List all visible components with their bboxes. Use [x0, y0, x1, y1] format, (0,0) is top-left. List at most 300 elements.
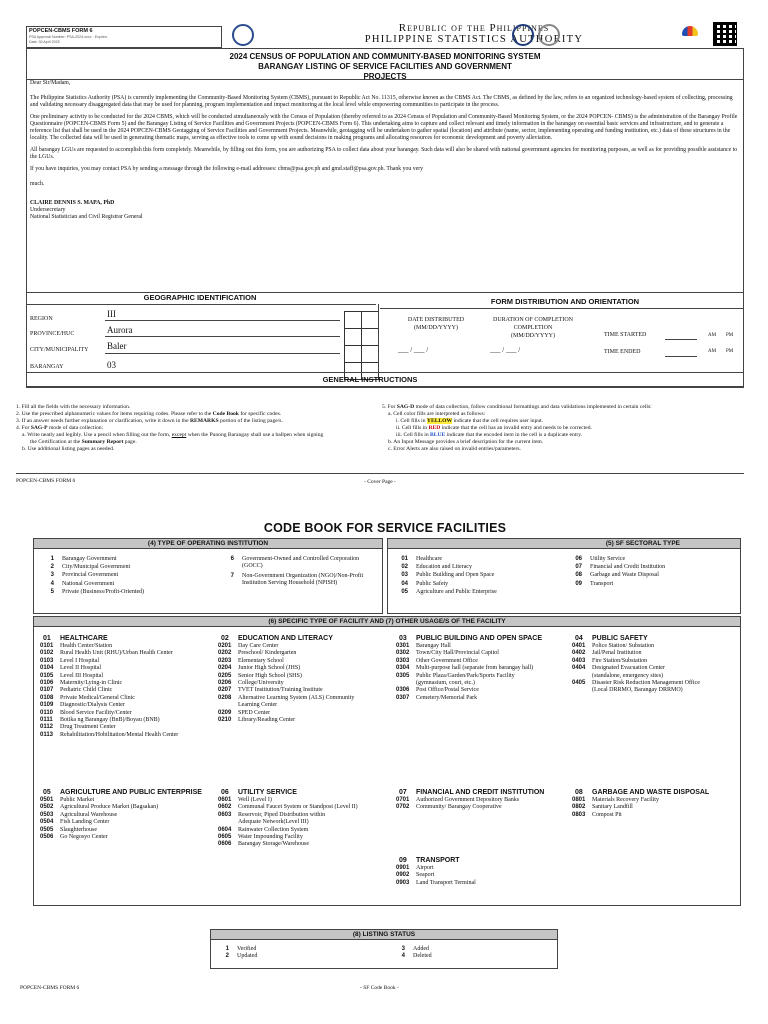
city-code-box[interactable] — [361, 345, 379, 363]
operating-institution-box — [33, 538, 383, 614]
code-label: TVET Institution/Training Institute — [238, 687, 323, 694]
barangay-value[interactable]: 03 — [107, 360, 116, 370]
code-row — [394, 581, 497, 588]
code-label: City/Municipal Government — [62, 564, 131, 571]
facility-group-code: 06 — [221, 789, 229, 796]
facility-group — [396, 789, 568, 812]
instruction-5-text: 5. For — [382, 404, 397, 410]
code-label: Healthcare — [416, 556, 442, 562]
sectoral-type-box — [387, 538, 741, 614]
code-label: Elementary School — [238, 657, 284, 664]
code-number: 0902 — [396, 872, 410, 879]
code-number: 2 — [225, 953, 229, 960]
instruction-5b: b. An Input Message provides a brief description for the current item. — [388, 439, 544, 445]
code-label: Fire Station/Substation — [592, 657, 648, 664]
code-number: 0302 — [396, 650, 410, 657]
code-label: Designated Evacuation Center — [592, 665, 665, 672]
code-row — [394, 572, 497, 579]
province-label: PROVINCE/HUC — [30, 331, 75, 337]
code-number: 0105 — [40, 672, 54, 679]
geo-section-title: GEOGRAPHIC IDENTIFICATION — [143, 293, 257, 302]
blue-highlight: BLUE — [430, 432, 446, 438]
facility-group-code: 02 — [221, 635, 229, 642]
code-label: Rehabilitation/Hobilitation/Mental Health Center — [60, 731, 179, 738]
code-label: Level III Hospital — [60, 672, 103, 679]
time-ended-am[interactable]: AM — [708, 349, 717, 354]
code-row — [218, 841, 390, 848]
code-number: 02 — [401, 564, 408, 571]
code-label: Rainwater Collection System — [238, 826, 309, 833]
date-completion-field[interactable]: ___ / ___ / — [490, 346, 521, 354]
code-row — [572, 650, 744, 657]
date-distributed-text: DATE DISTRIBUTED — [407, 317, 465, 323]
code-label: Public Building and Open Space — [416, 572, 495, 579]
region-underline — [105, 320, 340, 321]
listing-status-title: (8) LISTING STATUS — [211, 930, 557, 940]
title-divider — [26, 48, 744, 49]
cbms-seal-icon — [512, 24, 534, 46]
code-row — [40, 827, 212, 834]
code-number: 0108 — [40, 694, 54, 701]
geo-dist-separator — [378, 304, 379, 372]
instruction-4a — [16, 432, 376, 439]
instruction-4-text: 4. For — [16, 425, 31, 431]
facility-group-heading — [396, 857, 568, 864]
facility-group-name: GARBAGE AND WASTE DISPOSAL — [592, 789, 710, 796]
province-code-box[interactable] — [361, 328, 379, 346]
facility-group-heading — [572, 635, 744, 642]
code-row — [396, 650, 568, 657]
code-label: Level II Hospital — [60, 665, 101, 672]
instruction-5a-ii-end: indicate that the cell has an invalid entry and needs to be corrected. — [440, 425, 592, 431]
survey-title — [200, 52, 570, 82]
code-label: Fish Landing Center — [60, 819, 110, 826]
code-label: SPED Center — [238, 709, 271, 716]
listing-status-box — [210, 929, 558, 969]
province-code-box[interactable] — [344, 328, 362, 346]
code-number: 0202 — [218, 650, 232, 657]
facility-group-heading — [396, 789, 568, 796]
agency-name: PHILIPPINE STATISTICS AUTHORITY — [364, 34, 584, 45]
code-number: 0606 — [218, 841, 232, 848]
code-label: Reservoir, Piped Distribution within — [238, 811, 326, 818]
operating-list-1 — [40, 556, 144, 597]
code-number: 2 — [50, 564, 54, 571]
title-line-3: PROJECTS — [363, 72, 407, 81]
code-number: 5 — [50, 588, 54, 595]
facility-group — [572, 789, 744, 819]
instruction-3-bold: REMARKS — [189, 418, 219, 424]
code-number: 0204 — [218, 665, 232, 672]
code-label: Private (Business/Profit-Oriented) — [62, 588, 145, 595]
code-label: Water Impounding Facility — [238, 834, 303, 841]
code-number: 0201 — [218, 643, 232, 649]
code-label: Education and Literacy — [416, 564, 472, 571]
instruction-5-bold: SAG-D — [396, 404, 415, 410]
code-label: Agriculture and Public Enterprise — [416, 588, 497, 595]
title-line-2: BARANGAY LISTING OF SERVICE FACILITIES AND GOVERNMENT — [258, 62, 512, 71]
region-label: REGION — [30, 316, 53, 322]
sectoral-list-1 — [394, 556, 497, 597]
completion-text: COMPLETION — [513, 325, 553, 331]
slash: / — [518, 346, 521, 354]
code-row — [40, 564, 144, 571]
code-number: 0802 — [572, 804, 586, 811]
distribution-section-title: FORM DISTRIBUTION AND ORIENTATION — [490, 297, 640, 306]
code-label: Pediatric Child Clinic — [60, 687, 113, 694]
time-ended-field[interactable] — [665, 347, 697, 357]
code-number: 0304 — [396, 665, 410, 672]
time-started-field[interactable] — [665, 330, 697, 340]
facility-group-name: AGRICULTURE AND PUBLIC ENTERPRISE — [60, 789, 202, 796]
code-row — [40, 687, 212, 694]
code-label: Day Care Center — [238, 643, 279, 649]
code-number: 0602 — [218, 804, 232, 811]
code-row — [215, 953, 257, 960]
slash: / — [426, 346, 429, 354]
code-label: Financial and Credit Institution — [590, 564, 666, 571]
facility-group — [218, 789, 390, 849]
code-row — [40, 732, 212, 739]
code-label: Library/Reading Center — [238, 717, 296, 724]
code-row — [40, 665, 212, 672]
form-note-2: Date: 30 April 2025 — [29, 39, 60, 44]
code-row — [396, 673, 568, 680]
code-number: 0307 — [396, 694, 410, 701]
code-label: Senior High School (SHS) — [238, 672, 302, 679]
code-label: Town/City Hall/Provincial Capitol — [416, 650, 499, 657]
red-highlight: RED — [428, 425, 441, 431]
code-number: 0506 — [40, 834, 54, 841]
code-label: Drug Treatment Center — [60, 724, 116, 731]
code-number: 0604 — [218, 826, 232, 833]
code-label: Public Safety — [416, 580, 449, 587]
code-label: Post Office/Postal Service — [416, 687, 479, 694]
code-row — [218, 665, 390, 672]
time-ended-pm[interactable]: PM — [726, 349, 734, 354]
instruction-5c: c. Error Alerts are also raised on invalid entries/parameters. — [388, 446, 521, 452]
code-label: Other Government Office — [416, 657, 478, 664]
code-row — [568, 556, 665, 563]
code-label-cont: (Local DRRMO, Barangay DRRMO) — [592, 687, 683, 694]
code-row — [40, 680, 212, 687]
instruction-5a: a. Cell color fills are interpreted as follows: — [388, 411, 486, 417]
specific-type-title: (6) SPECIFIC TYPE OF FACILITY AND (7) OTHER USAGE/S OF THE FACILITY — [34, 617, 740, 627]
facility-group-name: TRANSPORT — [416, 857, 460, 864]
code-row — [40, 834, 212, 841]
code-row — [572, 804, 744, 811]
code-label: Level I Hospital — [60, 657, 99, 664]
code-number: 0203 — [218, 657, 232, 664]
codebook-title: CODE BOOK FOR SERVICE FACILITIES — [263, 521, 507, 535]
code-row — [218, 673, 390, 680]
facility-group — [218, 635, 390, 724]
duration-label-text: DURATION OF COMPLETION — [492, 317, 573, 323]
code-number: 0101 — [40, 643, 54, 649]
letter-paragraph-2: One preliminary activity to be conducted for the 2024 CBMS, which will be conducted simultaneously with the Census of Population (thereby referred to as 2024 Census of Population and Community-Based Monitoring System, or the 2024 POPCEN- CBMS) is the administration of the Barangay Profile Questionnaire (POPCEN-CBMS Form 5) and the Barangay Listing of Service Facilities and Government Projects (POPCEN-CBMS Form 6). This undertaking aims to capture and collect relevant and timely information in the barangay on essential basic services and infrastructure, and to generate a reference list that shall be used in the 2024 POPCEN-CBMS Geotagging of Service Facilities and Government Projects. Meanwhile, geotagging will be undertaken to gather spatial (location) and attribute (name, sector, implementing operating and funding institution, etc.) data of these structures in the locality. The collected data will be used in generating thematic maps, serving as effective tools to come up with sound decisions in making programs and allocating resources for economic development and poverty alleviation. — [30, 114, 738, 141]
code-number: 0110 — [40, 709, 54, 716]
listing-list-2 — [391, 946, 432, 961]
instruction-4-bold: SAG-P — [30, 425, 48, 431]
code-number: 0702 — [396, 804, 410, 811]
time-started-pm[interactable]: PM — [726, 333, 734, 338]
instruction-4a-underline: except — [171, 432, 187, 438]
code-number: 0109 — [40, 702, 54, 709]
signatory-name: CLAIRE DENNIS S. MAPA, PhD — [30, 200, 115, 206]
province-value[interactable]: Aurora — [107, 325, 133, 335]
code-row — [40, 658, 212, 665]
code-number: 0305 — [396, 672, 410, 679]
code-row — [40, 673, 212, 680]
code-number: 03 — [401, 572, 408, 579]
facility-group-code: 07 — [399, 789, 407, 796]
code-number: 04 — [401, 580, 408, 587]
code-row — [396, 804, 568, 811]
code-number: 0403 — [572, 657, 586, 664]
code-label: Maternity/Lying-in Clinic — [60, 680, 123, 687]
operating-institution-title: (4) TYPE OF OPERATING INSTITUTION — [34, 539, 382, 549]
instruction-4a-cont — [16, 439, 376, 446]
facility-group-heading — [40, 635, 212, 642]
instruction-3 — [16, 418, 376, 425]
code-label: Seaport — [416, 872, 435, 879]
code-number: 0107 — [40, 687, 54, 694]
operating-list-2 — [220, 556, 363, 590]
code-label: Barangay Government — [62, 556, 117, 562]
code-row — [40, 702, 212, 709]
code-label: Deleted — [413, 953, 432, 960]
code-label: Alternative Learning System (ALS) Community — [238, 694, 355, 701]
facility-group-heading — [40, 789, 212, 796]
facility-group-heading — [572, 789, 744, 796]
code-label: Added — [413, 946, 429, 952]
code-label: College/University — [238, 680, 284, 687]
code-row — [218, 650, 390, 657]
code-number: 0401 — [572, 643, 586, 649]
instruction-2 — [16, 411, 376, 418]
code-row — [396, 687, 568, 694]
code-label: Sanitary Landfill — [592, 804, 633, 811]
code-label: Utility Service — [590, 556, 626, 562]
code-number: 0103 — [40, 657, 54, 664]
code-row — [572, 658, 744, 665]
geo-code-boxes — [344, 311, 382, 377]
facility-group-heading — [396, 635, 568, 642]
code-row — [218, 717, 390, 724]
code-label: Provincial Government — [62, 572, 119, 579]
code-row — [568, 581, 665, 588]
code-number: 4 — [50, 580, 54, 587]
code-number: 1 — [50, 556, 54, 562]
facility-group-name: FINANCIAL AND CREDIT INSTITUTION — [416, 789, 545, 796]
code-label: Garbage and Waste Disposal — [590, 572, 659, 579]
code-number: 3 — [50, 572, 54, 579]
code-row — [396, 872, 568, 879]
date-distributed-label — [398, 316, 474, 332]
code-row-wrap — [218, 695, 390, 710]
code-number: 3 — [401, 946, 405, 952]
time-ended-label: TIME ENDED — [604, 349, 641, 355]
code-label: Police Station/ Substation — [592, 643, 655, 649]
code-row — [568, 572, 665, 579]
code-row — [396, 865, 568, 872]
code-row-wrap — [572, 680, 744, 695]
city-value[interactable]: Baler — [107, 341, 127, 351]
date-distributed-field[interactable]: ___ / ___ / — [398, 346, 429, 354]
instruction-5a-i-end: indicate that the cell requires user input. — [452, 418, 544, 424]
signatory-title-1: Undersecretary — [30, 207, 66, 213]
code-label: Private Medical/General Clinic — [60, 694, 135, 701]
census-seal-icon — [538, 24, 560, 46]
code-label: Agricultural Warehouse — [60, 811, 118, 818]
cover-bottom-rule — [16, 473, 744, 474]
time-started-am[interactable]: AM — [708, 333, 717, 338]
code-number: 0113 — [40, 731, 54, 738]
code-row — [218, 710, 390, 717]
code-label: Multi-purpose hall (separate from barangay hall) — [416, 665, 534, 672]
code-number: 0701 — [396, 797, 410, 803]
code-footer-left: POPCEN-CBMS FORM 6 — [20, 985, 80, 991]
code-label: Agricultural Produce Market (Bagsakan) — [60, 804, 159, 811]
code-number: 0209 — [218, 709, 232, 716]
instruction-4 — [16, 425, 376, 432]
code-row — [215, 946, 257, 953]
code-number: 0603 — [218, 811, 232, 818]
code-number: 0505 — [40, 826, 54, 833]
instruction-4-end: mode of data collection: — [47, 425, 104, 431]
code-row-wrap — [220, 556, 363, 571]
instructions-title: GENERAL INSTRUCTIONS — [322, 375, 418, 384]
code-label: Rural Health Unit (RHU)/Urban Health Center — [60, 650, 173, 657]
region-code-box[interactable] — [344, 311, 362, 329]
code-label: Airport — [416, 865, 434, 871]
bagong-pilipinas-logo-icon — [680, 26, 700, 44]
region-value[interactable]: III — [107, 309, 116, 319]
code-number: 0205 — [218, 672, 232, 679]
code-row — [40, 724, 212, 731]
instruction-5a-iii — [382, 432, 742, 439]
qr-code-icon — [713, 22, 737, 46]
barangay-label: BARANGAY — [30, 364, 64, 370]
code-label: Junior High School (JHS) — [238, 665, 301, 672]
code-number: 08 — [575, 572, 582, 579]
code-row — [218, 827, 390, 834]
instruction-1: 1. Fill all the fields with the necessary information. — [16, 404, 131, 410]
code-label: Barangay Hall — [416, 643, 451, 649]
code-number: 0601 — [218, 797, 232, 803]
city-code-box[interactable] — [344, 345, 362, 363]
code-number: 0501 — [40, 797, 54, 803]
facility-group-code: 08 — [575, 789, 583, 796]
code-row — [218, 643, 390, 650]
code-row — [40, 710, 212, 717]
code-row — [40, 581, 144, 588]
facility-group — [396, 857, 568, 887]
code-row — [396, 880, 568, 887]
instruction-5 — [382, 404, 742, 411]
region-code-box[interactable] — [361, 311, 379, 329]
code-number: 0210 — [218, 717, 232, 724]
code-label-cont: Institution Serving Household (NPISH) — [242, 580, 338, 587]
code-number: 0502 — [40, 804, 54, 811]
code-number: 6 — [230, 556, 234, 562]
code-label-cont: (gymnasium, court, etc.) — [416, 680, 475, 687]
code-row-wrap — [220, 573, 363, 588]
code-label: Go Negosyo Center — [60, 834, 108, 841]
code-label: Cemetery/Memorial Park — [416, 694, 478, 701]
code-number: 0504 — [40, 819, 54, 826]
code-number: 0605 — [218, 834, 232, 841]
code-row — [40, 819, 212, 826]
code-label: National Government — [62, 580, 115, 587]
code-number: 0208 — [218, 694, 232, 701]
facility-group-name: HEALTHCARE — [60, 635, 108, 642]
code-label: Government-Owned and Controlled Corporation — [242, 556, 360, 562]
instruction-4a-end: when the Punong Barangay shall use a ballpen when signing — [186, 432, 324, 438]
code-label: Well (Level I) — [238, 797, 272, 803]
facility-group-name: PUBLIC BUILDING AND OPEN SPACE — [416, 635, 543, 642]
code-row — [572, 665, 744, 672]
facility-group-name: UTILITY SERVICE — [238, 789, 297, 796]
code-number: 09 — [575, 580, 582, 587]
code-label: Public Plaza/Garden/Park/Sports Facility — [416, 672, 515, 679]
code-number: 0111 — [40, 717, 53, 724]
code-row — [568, 564, 665, 571]
instruction-5a-iii-text: iii. Cell fills in — [396, 432, 431, 438]
code-label: Disaster Risk Reduction Management Office — [592, 680, 700, 687]
code-number: 0106 — [40, 680, 54, 687]
facility-group-code: 03 — [399, 635, 407, 642]
code-row — [40, 804, 212, 811]
instructions-left — [16, 404, 376, 453]
instruction-5a-ii — [382, 425, 742, 432]
title-line-1: 2024 CENSUS OF POPULATION AND COMMUNITY-BASED MONITORING SYSTEM — [229, 52, 541, 61]
code-label: Communal Faucet System or Standpost (Level II) — [238, 804, 358, 811]
sectoral-list-2 — [568, 556, 665, 589]
code-number: 0102 — [40, 650, 54, 657]
date-format-2-text: (MM/DD/YYYY) — [511, 333, 555, 339]
instruction-4a-cont-text: the Certification at the — [30, 439, 82, 445]
facility-group — [396, 635, 568, 702]
code-number: 0207 — [218, 687, 232, 694]
code-number: 0104 — [40, 665, 54, 672]
code-label-cont: Adequate Network(Level III) — [238, 819, 309, 826]
facility-group — [572, 635, 744, 695]
code-row-wrap — [572, 665, 744, 680]
code-row — [218, 834, 390, 841]
code-label: Slaughterhouse — [60, 826, 97, 833]
cover-footer-left: POPCEN-CBMS FORM 6 — [16, 478, 76, 484]
code-number: 05 — [401, 588, 408, 595]
code-row — [396, 797, 568, 804]
code-row — [40, 695, 212, 702]
code-row — [394, 589, 497, 596]
code-number: 07 — [575, 564, 582, 571]
code-row — [40, 650, 212, 657]
code-label: Non-Government Organization (NGO)/Non-Profit — [242, 572, 364, 579]
code-row — [40, 717, 212, 724]
province-underline — [105, 336, 340, 337]
facility-group-heading — [218, 789, 390, 796]
code-label: Authorized Government Depository Banks — [416, 797, 520, 803]
facility-group-name: EDUCATION AND LITERACY — [238, 635, 333, 642]
code-row — [572, 643, 744, 650]
code-label: Preschool/ Kindergarten — [238, 650, 297, 657]
cover-letter — [30, 80, 740, 221]
code-row — [40, 572, 144, 579]
code-number: 0402 — [572, 650, 586, 657]
yellow-highlight: YELLOW — [426, 418, 453, 424]
